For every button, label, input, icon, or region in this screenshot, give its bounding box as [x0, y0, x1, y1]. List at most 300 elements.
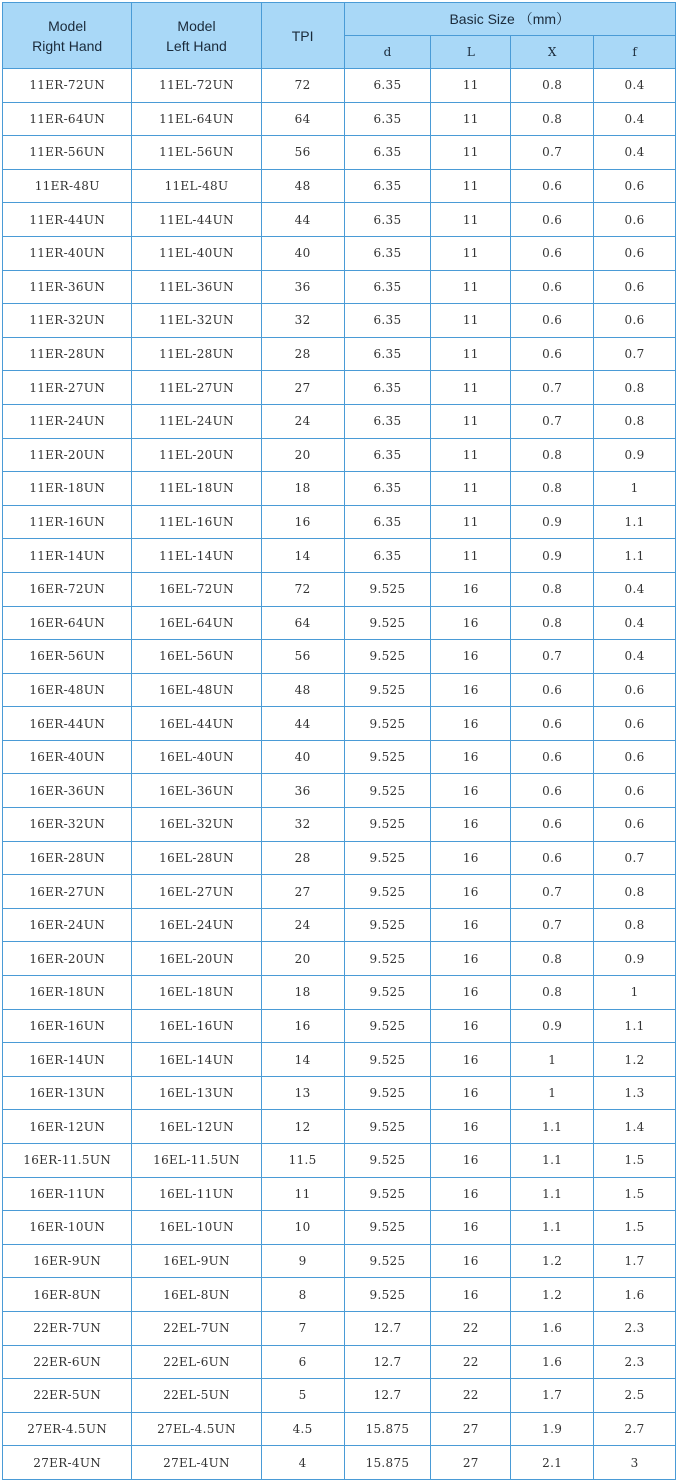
cell-size-x: 0.6 — [511, 270, 594, 304]
cell-size-d: 9.525 — [344, 908, 431, 942]
header-model-right-line2: Right Hand — [32, 37, 103, 54]
cell-size-d: 9.525 — [344, 1244, 431, 1278]
cell-size-l: 16 — [431, 1144, 511, 1178]
cell-size-x: 0.8 — [511, 69, 594, 103]
table-row — [3, 1379, 676, 1413]
cell-size-x: 0.6 — [511, 337, 594, 371]
cell-model-right-hand: 11ER-24UN — [3, 404, 132, 438]
cell-model-left-hand: 22EL-6UN — [132, 1345, 261, 1379]
cell-size-d: 9.525 — [344, 1110, 431, 1144]
cell-size-x: 0.8 — [511, 572, 594, 606]
cell-size-x: 1.1 — [511, 1177, 594, 1211]
cell-size-x: 0.8 — [511, 942, 594, 976]
cell-tpi: 11.5 — [261, 1144, 344, 1178]
cell-model-left-hand: 16EL-11.5UN — [132, 1144, 261, 1178]
cell-size-d: 6.35 — [344, 270, 431, 304]
cell-tpi: 64 — [261, 606, 344, 640]
cell-tpi: 12 — [261, 1110, 344, 1144]
cell-size-x: 0.6 — [511, 673, 594, 707]
cell-size-d: 6.35 — [344, 203, 431, 237]
cell-size-x: 0.8 — [511, 472, 594, 506]
cell-size-d: 15.875 — [344, 1446, 431, 1480]
cell-model-left-hand: 27EL-4UN — [132, 1446, 261, 1480]
cell-size-l: 11 — [431, 136, 511, 170]
cell-size-x: 0.7 — [511, 875, 594, 909]
cell-tpi: 5 — [261, 1379, 344, 1413]
cell-model-right-hand: 22ER-5UN — [3, 1379, 132, 1413]
cell-size-l: 16 — [431, 875, 511, 909]
cell-model-left-hand: 11EL-27UN — [132, 371, 261, 405]
cell-model-left-hand: 16EL-56UN — [132, 640, 261, 674]
cell-model-left-hand: 16EL-14UN — [132, 1043, 261, 1077]
cell-size-f: 0.8 — [594, 371, 676, 405]
cell-model-right-hand: 11ER-44UN — [3, 203, 132, 237]
cell-model-left-hand: 16EL-16UN — [132, 1009, 261, 1043]
cell-tpi: 28 — [261, 337, 344, 371]
cell-size-d: 9.525 — [344, 774, 431, 808]
cell-size-f: 1 — [594, 976, 676, 1010]
cell-model-right-hand: 11ER-32UN — [3, 304, 132, 338]
cell-tpi: 24 — [261, 404, 344, 438]
cell-size-f: 0.6 — [594, 707, 676, 741]
cell-tpi: 40 — [261, 740, 344, 774]
cell-size-x: 1 — [511, 1043, 594, 1077]
table-row — [3, 942, 676, 976]
cell-model-right-hand: 16ER-72UN — [3, 572, 132, 606]
cell-model-right-hand: 16ER-14UN — [3, 1043, 132, 1077]
cell-model-right-hand: 16ER-44UN — [3, 707, 132, 741]
cell-size-d: 9.525 — [344, 707, 431, 741]
cell-size-x: 0.8 — [511, 606, 594, 640]
cell-size-x: 0.6 — [511, 304, 594, 338]
cell-size-x: 0.6 — [511, 169, 594, 203]
cell-tpi: 18 — [261, 472, 344, 506]
cell-model-left-hand: 16EL-20UN — [132, 942, 261, 976]
cell-model-left-hand: 11EL-18UN — [132, 472, 261, 506]
table-row — [3, 875, 676, 909]
cell-size-d: 6.35 — [344, 236, 431, 270]
cell-size-l: 16 — [431, 1177, 511, 1211]
cell-size-l: 11 — [431, 69, 511, 103]
table-row — [3, 102, 676, 136]
cell-size-l: 16 — [431, 640, 511, 674]
cell-tpi: 10 — [261, 1211, 344, 1245]
table-row — [3, 169, 676, 203]
cell-size-l: 16 — [431, 1211, 511, 1245]
table-row — [3, 1311, 676, 1345]
cell-size-f: 1.6 — [594, 1278, 676, 1312]
cell-size-f: 0.6 — [594, 673, 676, 707]
cell-model-left-hand: 11EL-28UN — [132, 337, 261, 371]
cell-size-x: 1.2 — [511, 1244, 594, 1278]
header-x: X — [511, 36, 594, 69]
cell-tpi: 72 — [261, 572, 344, 606]
cell-model-right-hand: 16ER-13UN — [3, 1076, 132, 1110]
cell-tpi: 72 — [261, 69, 344, 103]
cell-tpi: 7 — [261, 1311, 344, 1345]
cell-size-d: 6.35 — [344, 404, 431, 438]
header-model-left-line2: Left Hand — [166, 37, 227, 54]
cell-model-right-hand: 16ER-16UN — [3, 1009, 132, 1043]
cell-model-left-hand: 16EL-18UN — [132, 976, 261, 1010]
cell-model-right-hand: 16ER-24UN — [3, 908, 132, 942]
cell-model-left-hand: 16EL-40UN — [132, 740, 261, 774]
table-row — [3, 976, 676, 1010]
cell-size-x: 0.9 — [511, 1009, 594, 1043]
cell-model-left-hand: 16EL-8UN — [132, 1278, 261, 1312]
cell-tpi: 16 — [261, 1009, 344, 1043]
cell-size-f: 1.1 — [594, 505, 676, 539]
cell-model-left-hand: 11EL-72UN — [132, 69, 261, 103]
cell-model-left-hand: 16EL-32UN — [132, 808, 261, 842]
cell-model-right-hand: 16ER-11.5UN — [3, 1144, 132, 1178]
cell-size-l: 16 — [431, 572, 511, 606]
cell-size-d: 6.35 — [344, 69, 431, 103]
table-row — [3, 572, 676, 606]
cell-size-d: 6.35 — [344, 337, 431, 371]
cell-size-d: 9.525 — [344, 1177, 431, 1211]
cell-size-d: 9.525 — [344, 1211, 431, 1245]
cell-model-left-hand: 16EL-28UN — [132, 841, 261, 875]
cell-tpi: 64 — [261, 102, 344, 136]
cell-model-right-hand: 16ER-56UN — [3, 640, 132, 674]
table-row — [3, 1144, 676, 1178]
cell-size-l: 16 — [431, 673, 511, 707]
cell-tpi: 27 — [261, 875, 344, 909]
cell-size-l: 16 — [431, 841, 511, 875]
cell-size-l: 16 — [431, 1009, 511, 1043]
cell-size-f: 1.1 — [594, 1009, 676, 1043]
cell-size-d: 9.525 — [344, 1278, 431, 1312]
cell-model-left-hand: 16EL-27UN — [132, 875, 261, 909]
cell-size-x: 1.2 — [511, 1278, 594, 1312]
cell-tpi: 11 — [261, 1177, 344, 1211]
cell-size-x: 1.1 — [511, 1110, 594, 1144]
cell-size-l: 11 — [431, 371, 511, 405]
cell-size-l: 11 — [431, 270, 511, 304]
cell-tpi: 14 — [261, 539, 344, 573]
cell-size-l: 16 — [431, 908, 511, 942]
cell-model-left-hand: 16EL-64UN — [132, 606, 261, 640]
cell-size-l: 11 — [431, 472, 511, 506]
table-row — [3, 774, 676, 808]
cell-tpi: 56 — [261, 136, 344, 170]
cell-size-x: 0.9 — [511, 505, 594, 539]
thread-spec-table — [2, 2, 676, 1480]
cell-size-x: 0.6 — [511, 841, 594, 875]
cell-model-left-hand: 27EL-4.5UN — [132, 1412, 261, 1446]
table-row — [3, 1076, 676, 1110]
cell-size-f: 0.6 — [594, 304, 676, 338]
cell-size-l: 27 — [431, 1412, 511, 1446]
cell-size-f: 1.7 — [594, 1244, 676, 1278]
cell-size-x: 0.9 — [511, 539, 594, 573]
header-l: L — [431, 36, 511, 69]
cell-size-d: 9.525 — [344, 1144, 431, 1178]
cell-size-d: 12.7 — [344, 1379, 431, 1413]
cell-size-d: 6.35 — [344, 539, 431, 573]
cell-tpi: 48 — [261, 673, 344, 707]
cell-model-right-hand: 16ER-12UN — [3, 1110, 132, 1144]
cell-size-f: 0.4 — [594, 572, 676, 606]
cell-model-right-hand: 16ER-64UN — [3, 606, 132, 640]
cell-size-d: 9.525 — [344, 606, 431, 640]
cell-size-l: 16 — [431, 1110, 511, 1144]
table-row — [3, 1345, 676, 1379]
cell-model-left-hand: 11EL-48U — [132, 169, 261, 203]
table-row — [3, 472, 676, 506]
cell-size-x: 1 — [511, 1076, 594, 1110]
cell-size-d: 9.525 — [344, 572, 431, 606]
cell-model-left-hand: 16EL-10UN — [132, 1211, 261, 1245]
cell-size-x: 1.6 — [511, 1345, 594, 1379]
cell-size-f: 0.6 — [594, 236, 676, 270]
cell-size-l: 27 — [431, 1446, 511, 1480]
cell-tpi: 32 — [261, 808, 344, 842]
cell-size-x: 0.6 — [511, 808, 594, 842]
cell-size-x: 2.1 — [511, 1446, 594, 1480]
cell-model-right-hand: 22ER-7UN — [3, 1311, 132, 1345]
cell-size-l: 16 — [431, 1278, 511, 1312]
cell-model-right-hand: 11ER-20UN — [3, 438, 132, 472]
cell-model-right-hand: 11ER-28UN — [3, 337, 132, 371]
cell-size-f: 1.4 — [594, 1110, 676, 1144]
table-header — [3, 3, 676, 69]
cell-model-left-hand: 11EL-40UN — [132, 236, 261, 270]
cell-size-d: 6.35 — [344, 304, 431, 338]
cell-size-f: 1.1 — [594, 539, 676, 573]
cell-tpi: 13 — [261, 1076, 344, 1110]
cell-size-l: 16 — [431, 1244, 511, 1278]
cell-size-f: 0.8 — [594, 404, 676, 438]
table-row — [3, 438, 676, 472]
cell-size-f: 0.9 — [594, 438, 676, 472]
cell-model-right-hand: 11ER-18UN — [3, 472, 132, 506]
table-row — [3, 1043, 676, 1077]
cell-tpi: 14 — [261, 1043, 344, 1077]
table-row — [3, 1110, 676, 1144]
cell-model-right-hand: 11ER-16UN — [3, 505, 132, 539]
cell-size-d: 6.35 — [344, 472, 431, 506]
cell-size-f: 0.9 — [594, 942, 676, 976]
cell-size-l: 16 — [431, 774, 511, 808]
cell-size-d: 9.525 — [344, 740, 431, 774]
table-row — [3, 640, 676, 674]
cell-model-left-hand: 22EL-5UN — [132, 1379, 261, 1413]
cell-size-l: 16 — [431, 606, 511, 640]
cell-tpi: 6 — [261, 1345, 344, 1379]
cell-size-x: 0.7 — [511, 136, 594, 170]
cell-size-l: 11 — [431, 169, 511, 203]
cell-size-f: 0.6 — [594, 740, 676, 774]
cell-model-left-hand: 11EL-64UN — [132, 102, 261, 136]
cell-model-right-hand: 27ER-4UN — [3, 1446, 132, 1480]
cell-tpi: 56 — [261, 640, 344, 674]
cell-size-d: 9.525 — [344, 1043, 431, 1077]
cell-size-d: 9.525 — [344, 875, 431, 909]
cell-model-left-hand: 16EL-13UN — [132, 1076, 261, 1110]
cell-model-right-hand: 11ER-40UN — [3, 236, 132, 270]
cell-model-left-hand: 11EL-56UN — [132, 136, 261, 170]
cell-size-f: 1 — [594, 472, 676, 506]
cell-size-f: 0.7 — [594, 841, 676, 875]
table-row — [3, 841, 676, 875]
cell-tpi: 36 — [261, 774, 344, 808]
table-row — [3, 1278, 676, 1312]
cell-size-f: 2.3 — [594, 1311, 676, 1345]
cell-size-l: 16 — [431, 1076, 511, 1110]
table-row — [3, 505, 676, 539]
cell-size-x: 0.7 — [511, 908, 594, 942]
cell-model-right-hand: 11ER-14UN — [3, 539, 132, 573]
cell-model-left-hand: 11EL-20UN — [132, 438, 261, 472]
cell-model-right-hand: 27ER-4.5UN — [3, 1412, 132, 1446]
cell-model-left-hand: 11EL-36UN — [132, 270, 261, 304]
table-row — [3, 673, 676, 707]
cell-size-d: 6.35 — [344, 438, 431, 472]
header-model-right-hand — [3, 3, 132, 69]
cell-tpi: 27 — [261, 371, 344, 405]
cell-model-right-hand: 16ER-18UN — [3, 976, 132, 1010]
cell-size-l: 16 — [431, 808, 511, 842]
cell-size-x: 0.6 — [511, 236, 594, 270]
cell-size-l: 16 — [431, 976, 511, 1010]
table-row — [3, 337, 676, 371]
cell-model-left-hand: 11EL-24UN — [132, 404, 261, 438]
cell-size-d: 9.525 — [344, 976, 431, 1010]
cell-size-f: 0.4 — [594, 640, 676, 674]
table-row — [3, 1446, 676, 1480]
cell-tpi: 40 — [261, 236, 344, 270]
table-row — [3, 304, 676, 338]
cell-size-d: 9.525 — [344, 1076, 431, 1110]
cell-size-d: 9.525 — [344, 808, 431, 842]
cell-model-right-hand: 16ER-32UN — [3, 808, 132, 842]
cell-tpi: 20 — [261, 438, 344, 472]
cell-model-left-hand: 16EL-36UN — [132, 774, 261, 808]
cell-size-l: 16 — [431, 942, 511, 976]
cell-model-right-hand: 16ER-8UN — [3, 1278, 132, 1312]
table-row — [3, 1177, 676, 1211]
cell-model-left-hand: 16EL-9UN — [132, 1244, 261, 1278]
cell-size-f: 1.5 — [594, 1144, 676, 1178]
cell-model-left-hand: 16EL-11UN — [132, 1177, 261, 1211]
cell-size-l: 16 — [431, 740, 511, 774]
cell-tpi: 44 — [261, 707, 344, 741]
table-row — [3, 539, 676, 573]
cell-size-f: 0.8 — [594, 908, 676, 942]
cell-size-x: 0.6 — [511, 740, 594, 774]
table-row — [3, 270, 676, 304]
cell-size-d: 12.7 — [344, 1311, 431, 1345]
cell-model-right-hand: 16ER-48UN — [3, 673, 132, 707]
cell-size-f: 0.6 — [594, 808, 676, 842]
cell-size-d: 9.525 — [344, 942, 431, 976]
table-row — [3, 136, 676, 170]
cell-tpi: 16 — [261, 505, 344, 539]
table-row — [3, 1244, 676, 1278]
cell-tpi: 9 — [261, 1244, 344, 1278]
cell-tpi: 24 — [261, 908, 344, 942]
cell-model-right-hand: 16ER-28UN — [3, 841, 132, 875]
cell-size-d: 9.525 — [344, 1009, 431, 1043]
cell-size-f: 0.4 — [594, 102, 676, 136]
cell-size-l: 11 — [431, 438, 511, 472]
table-row — [3, 236, 676, 270]
cell-size-x: 0.8 — [511, 438, 594, 472]
cell-model-right-hand: 11ER-36UN — [3, 270, 132, 304]
cell-tpi: 32 — [261, 304, 344, 338]
cell-tpi: 4.5 — [261, 1412, 344, 1446]
cell-size-x: 0.8 — [511, 102, 594, 136]
cell-size-f: 0.4 — [594, 606, 676, 640]
cell-size-l: 22 — [431, 1345, 511, 1379]
header-basic-size: Basic Size （mm） — [344, 3, 675, 36]
cell-model-right-hand: 11ER-64UN — [3, 102, 132, 136]
cell-model-right-hand: 11ER-27UN — [3, 371, 132, 405]
table-row — [3, 1009, 676, 1043]
cell-size-x: 0.6 — [511, 707, 594, 741]
cell-size-x: 0.6 — [511, 203, 594, 237]
header-tpi: TPI — [261, 3, 344, 69]
cell-size-f: 1.5 — [594, 1177, 676, 1211]
cell-size-d: 15.875 — [344, 1412, 431, 1446]
cell-size-x: 1.9 — [511, 1412, 594, 1446]
table-row — [3, 69, 676, 103]
cell-model-left-hand: 16EL-44UN — [132, 707, 261, 741]
cell-size-l: 11 — [431, 539, 511, 573]
cell-size-l: 16 — [431, 1043, 511, 1077]
cell-model-left-hand: 16EL-72UN — [132, 572, 261, 606]
cell-size-d: 9.525 — [344, 673, 431, 707]
header-model-left-hand — [132, 3, 261, 69]
table-row — [3, 1211, 676, 1245]
cell-size-f: 3 — [594, 1446, 676, 1480]
cell-size-d: 6.35 — [344, 371, 431, 405]
cell-size-l: 11 — [431, 404, 511, 438]
cell-size-d: 12.7 — [344, 1345, 431, 1379]
cell-model-left-hand: 11EL-32UN — [132, 304, 261, 338]
table-row — [3, 908, 676, 942]
cell-size-d: 6.35 — [344, 136, 431, 170]
cell-size-f: 0.6 — [594, 169, 676, 203]
cell-size-x: 0.7 — [511, 371, 594, 405]
table-row — [3, 404, 676, 438]
cell-model-right-hand: 16ER-20UN — [3, 942, 132, 976]
cell-size-f: 0.4 — [594, 136, 676, 170]
cell-size-f: 1.5 — [594, 1211, 676, 1245]
cell-size-f: 0.6 — [594, 270, 676, 304]
cell-size-d: 9.525 — [344, 640, 431, 674]
cell-size-l: 11 — [431, 102, 511, 136]
cell-tpi: 36 — [261, 270, 344, 304]
header-model-left-line1: Model — [177, 17, 216, 34]
cell-size-l: 11 — [431, 203, 511, 237]
cell-model-right-hand: 22ER-6UN — [3, 1345, 132, 1379]
cell-model-left-hand: 11EL-14UN — [132, 539, 261, 573]
cell-model-right-hand: 16ER-27UN — [3, 875, 132, 909]
table-row — [3, 606, 676, 640]
cell-size-f: 0.4 — [594, 69, 676, 103]
cell-tpi: 18 — [261, 976, 344, 1010]
cell-size-x: 1.7 — [511, 1379, 594, 1413]
cell-size-d: 6.35 — [344, 505, 431, 539]
cell-tpi: 8 — [261, 1278, 344, 1312]
cell-size-d: 9.525 — [344, 841, 431, 875]
cell-size-l: 22 — [431, 1379, 511, 1413]
cell-model-right-hand: 11ER-48U — [3, 169, 132, 203]
cell-size-l: 11 — [431, 505, 511, 539]
